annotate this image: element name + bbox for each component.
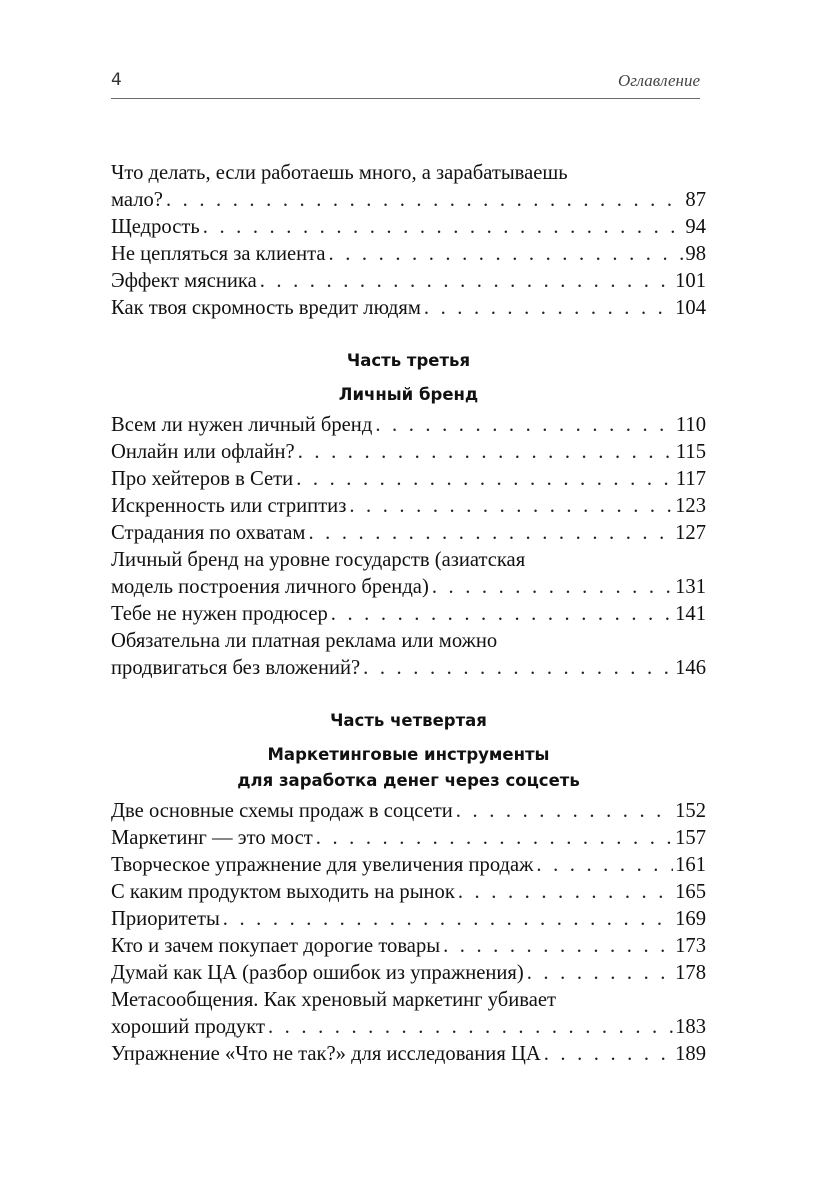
toc-entry-title: модель построения личного бренда) xyxy=(111,576,429,598)
toc-entry xyxy=(111,879,706,906)
toc-entry xyxy=(111,825,706,852)
dot-leader xyxy=(308,520,673,547)
toc-entry-line xyxy=(111,493,706,520)
running-title: Оглавление xyxy=(617,71,700,90)
toc-entry-title: Искренность или стриптиз xyxy=(111,495,347,517)
toc-page-number: 123 xyxy=(675,495,706,517)
toc-page-number: 117 xyxy=(675,468,706,490)
running-head xyxy=(111,62,700,99)
toc-entry-line xyxy=(111,187,706,214)
toc-entry-title-line: Метасообщения. Как хреновый маркетинг убивает xyxy=(111,989,556,1011)
toc-entry xyxy=(111,933,706,960)
toc-page-number: 131 xyxy=(675,576,706,598)
dot-leader xyxy=(329,241,684,268)
toc-page-number: 178 xyxy=(675,962,706,984)
dot-leader xyxy=(375,412,674,439)
toc-entry-title-line: Личный бренд на уровне государств (азиатская xyxy=(111,549,526,571)
toc-entry-title: Онлайн или офлайн? xyxy=(111,441,295,463)
toc-page-number: 87 xyxy=(685,189,706,211)
toc-entry-title-line: Обязательна ли платная реклама или можно xyxy=(111,630,498,652)
toc-entry-line xyxy=(111,295,706,322)
dot-leader xyxy=(456,798,673,825)
toc-page-number: 152 xyxy=(675,800,706,822)
dot-leader xyxy=(432,574,673,601)
dot-leader xyxy=(443,933,673,960)
toc-page-number: 157 xyxy=(675,827,706,849)
toc-entry-title: Упражнение «Что не так?» для исследования ЦА xyxy=(111,1043,541,1065)
dot-leader xyxy=(349,493,673,520)
toc-entry xyxy=(111,295,706,322)
toc-entry xyxy=(111,798,706,825)
dot-leader xyxy=(268,1014,673,1041)
toc-page-number: 110 xyxy=(675,414,706,436)
toc-entry-title-line: Что делать, если работаешь много, а зарабатываешь xyxy=(111,162,568,184)
toc-entry-line xyxy=(111,879,706,906)
toc-entry-line xyxy=(111,412,706,439)
part-title-line: для заработка денег через соцсеть xyxy=(237,771,580,790)
toc-entry xyxy=(111,268,706,295)
toc-entry xyxy=(111,601,706,628)
toc-entry-line xyxy=(111,214,706,241)
toc-page-number: 183 xyxy=(675,1016,706,1038)
toc-entry-title: Страдания по охватам xyxy=(111,522,306,544)
dot-leader xyxy=(527,960,673,987)
toc-entry-title: Думай как ЦА (разбор ошибок из упражнения) xyxy=(111,962,524,984)
toc-entry-title: Щедрость xyxy=(111,216,200,238)
toc-entry-title: Всем ли нужен личный бренд xyxy=(111,414,373,436)
toc-entry-title: Маркетинг — это мост xyxy=(111,827,313,849)
toc-entry-line xyxy=(111,268,706,295)
toc-group-1 xyxy=(111,160,706,322)
page-number: 4 xyxy=(111,70,122,90)
toc-entry xyxy=(111,547,706,601)
toc-page-number: 141 xyxy=(675,603,706,625)
toc-entry-title: С каким продуктом выходить на рынок xyxy=(111,881,455,903)
toc-entry xyxy=(111,412,706,439)
part-three-title xyxy=(111,382,706,408)
toc-page-number: 165 xyxy=(675,881,706,903)
toc-entry-line xyxy=(111,655,706,682)
dot-leader xyxy=(166,187,683,214)
toc-entry xyxy=(111,241,706,268)
toc-entry-line xyxy=(111,960,706,987)
toc-entry-line xyxy=(111,520,706,547)
dot-leader xyxy=(536,852,673,879)
toc-page-number: 146 xyxy=(675,657,706,679)
toc-entry xyxy=(111,466,706,493)
toc-entry-line xyxy=(111,574,706,601)
toc-entry xyxy=(111,628,706,682)
toc-entry-line xyxy=(111,466,706,493)
toc-entry-line xyxy=(111,439,706,466)
toc-entry-title: Как твоя скромность вредит людям xyxy=(111,297,421,319)
toc-entry-line xyxy=(111,241,706,268)
dot-leader xyxy=(544,1041,673,1068)
toc-page-number: 115 xyxy=(675,441,706,463)
toc-entry xyxy=(111,906,706,933)
toc-entry-title: Творческое упражнение для увеличения продаж xyxy=(111,854,534,876)
toc-entry-line xyxy=(111,1041,706,1068)
toc-entry-line xyxy=(111,852,706,879)
dot-leader xyxy=(298,439,674,466)
part-title-line: Личный бренд xyxy=(338,385,479,404)
toc-entry xyxy=(111,1041,706,1068)
dot-leader xyxy=(331,601,673,628)
toc-entry xyxy=(111,520,706,547)
toc-entry xyxy=(111,987,706,1041)
part-four-title xyxy=(111,742,706,794)
toc-entry xyxy=(111,160,706,214)
toc-page-number: 189 xyxy=(675,1043,706,1065)
toc-page-number: 127 xyxy=(675,522,706,544)
toc-entry xyxy=(111,439,706,466)
toc-entry-title: Кто и зачем покупает дорогие товары xyxy=(111,935,441,957)
dot-leader xyxy=(203,214,684,241)
dot-leader xyxy=(458,879,673,906)
toc-entry-title: Тебе не нужен продюсер xyxy=(111,603,328,625)
toc-entry-line xyxy=(111,906,706,933)
toc-entry-line xyxy=(111,933,706,960)
toc-page-number: 94 xyxy=(685,216,706,238)
toc-page-number: 169 xyxy=(675,908,706,930)
toc-page-number: 101 xyxy=(675,270,706,292)
toc-entry xyxy=(111,960,706,987)
toc-entry-line xyxy=(111,825,706,852)
toc-entry-title: Не цепляться за клиента xyxy=(111,243,326,265)
dot-leader xyxy=(223,906,673,933)
part-title-line: Маркетинговые инструменты xyxy=(267,745,550,764)
toc-entry-line xyxy=(111,798,706,825)
dot-leader xyxy=(424,295,673,322)
part-four-label: Часть четвертая xyxy=(330,711,487,730)
table-of-contents xyxy=(111,160,706,1068)
toc-entry-line xyxy=(111,1014,706,1041)
toc-entry xyxy=(111,493,706,520)
toc-entry-title: мало? xyxy=(111,189,163,211)
toc-entry-title: Приоритеты xyxy=(111,908,220,930)
toc-entry xyxy=(111,214,706,241)
part-three-entries xyxy=(111,412,706,682)
toc-entry-line xyxy=(111,601,706,628)
dot-leader xyxy=(260,268,673,295)
part-four-entries xyxy=(111,798,706,1068)
part-three-label: Часть третья xyxy=(346,351,471,370)
dot-leader xyxy=(363,655,673,682)
toc-entry-title: хороший продукт xyxy=(111,1016,265,1038)
toc-entry-title: Две основные схемы продаж в соцсети xyxy=(111,800,453,822)
toc-page-number: 104 xyxy=(675,297,706,319)
toc-entry-title: Про хейтеров в Сети xyxy=(111,468,294,490)
toc-page-number: 98 xyxy=(685,243,706,265)
toc-entry-title: продвигаться без вложений? xyxy=(111,657,361,679)
toc-entry xyxy=(111,852,706,879)
dot-leader xyxy=(296,466,674,493)
toc-entry-title: Эффект мясника xyxy=(111,270,257,292)
toc-page-number: 161 xyxy=(675,854,706,876)
toc-page-number: 173 xyxy=(675,935,706,957)
dot-leader xyxy=(316,825,673,852)
